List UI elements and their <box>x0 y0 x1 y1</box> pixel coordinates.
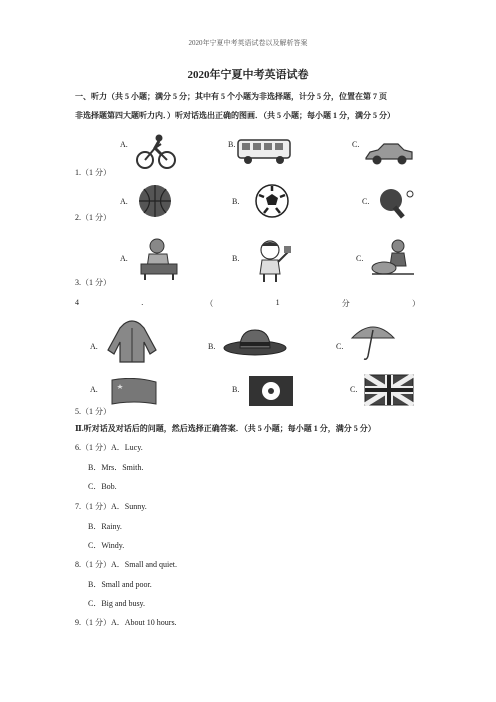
q7-option-b: B．Rainy. <box>88 522 122 531</box>
q5-option-c-label: C. <box>350 385 358 394</box>
q2-number: 2.（1 分） <box>75 213 111 222</box>
q2-option-a-label: A. <box>120 197 128 206</box>
q8-option-b: B．Small and poor. <box>88 580 152 589</box>
car-picture <box>364 142 414 166</box>
q4-number-part: （ <box>205 299 214 308</box>
q4-number-part: 1 <box>275 298 280 307</box>
q4-option-c-label: C. <box>336 342 344 351</box>
jacket-picture <box>104 320 160 364</box>
q4-number <box>75 298 420 309</box>
china-flag-picture <box>110 378 158 406</box>
hongkong-flag-picture <box>247 374 295 408</box>
bus-picture <box>236 136 292 166</box>
q4-number-part: 4 <box>75 298 79 307</box>
page-header: 2020年宁夏中考英语试卷以及解析答案 <box>188 39 308 47</box>
section2-heading: Ⅱ.听对话及对话后的问题，然后选择正确答案．（共 5 小题；每小题 1 分，满分 5 分） <box>75 424 376 433</box>
q3-option-b-label: B. <box>232 254 240 263</box>
q3-number: 3.（1 分） <box>75 278 111 287</box>
q7-option-c: C．Windy. <box>88 541 125 550</box>
hat-picture <box>222 326 288 356</box>
umbrella-picture <box>350 322 396 362</box>
q1-option-a-label: A. <box>120 140 128 149</box>
boy-waving-picture <box>252 238 292 282</box>
q6-option-a: 6.（1 分）A．Lucy. <box>75 443 143 452</box>
q4-number-part: . <box>141 298 144 307</box>
basketball-picture <box>137 183 173 219</box>
uk-flag-picture <box>364 374 414 406</box>
q9-option-a: 9.（1 分）A．About 10 hours. <box>75 618 177 627</box>
boy-sitting-picture <box>370 238 416 278</box>
q3-option-a-label: A. <box>120 254 128 263</box>
q1-number: 1.（1 分） <box>75 168 111 177</box>
q2-option-b-label: B. <box>232 197 240 206</box>
section1-line1: 一、听力（共 5 小题；满分 5 分；其中有 5 个小题为非选择题，计分 5 分，位置在第 7 页 <box>75 92 387 101</box>
exam-title: 2020年宁夏中考英语试卷 <box>187 69 309 81</box>
section1-line2: 非选择题第四大题听力内．）听对话选出正确的图画．（共 5 小题；每小题 1 分，满分 5 分） <box>75 111 395 120</box>
q8-option-a: 8.（1 分）A．Small and quiet. <box>75 560 177 569</box>
q6-option-c: C．Bob. <box>88 482 117 491</box>
q7-option-a: 7.（1 分）A．Sunny. <box>75 502 147 511</box>
q1-option-c-label: C. <box>352 140 360 149</box>
q4-number-part: 分 <box>341 299 350 308</box>
girl-playing-piano-picture <box>137 236 181 280</box>
q5-option-b-label: B. <box>232 385 240 394</box>
q1-option-b-label: B. <box>228 140 236 149</box>
cyclist-picture <box>135 134 177 170</box>
ping-pong-picture <box>376 186 416 220</box>
q4-option-a-label: A. <box>90 342 98 351</box>
q6-option-b: B．Mrs．Smith. <box>88 463 144 472</box>
q5-number: 5.（1 分） <box>75 407 111 416</box>
q3-option-c-label: C. <box>356 254 364 263</box>
q5-option-a-label: A. <box>90 385 98 394</box>
football-picture <box>254 183 290 219</box>
q8-option-c: C．Big and busy. <box>88 599 146 608</box>
q2-option-c-label: C. <box>362 197 370 206</box>
q4-option-b-label: B. <box>208 342 216 351</box>
q4-number-part: ） <box>411 299 420 308</box>
